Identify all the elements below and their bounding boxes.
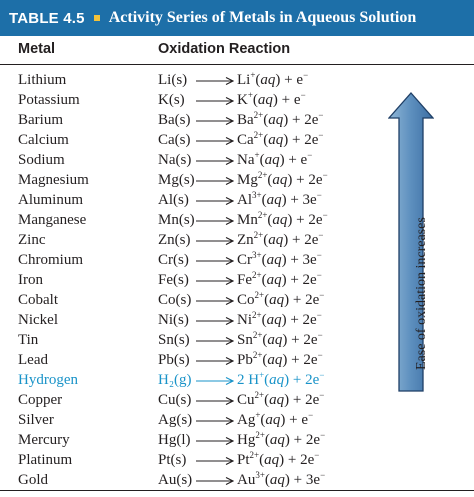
aqueous-state: aq [269, 432, 285, 448]
table-row [0, 350, 380, 370]
reactant: Au(s) [158, 472, 193, 488]
table-row [0, 470, 380, 490]
metal-name: Hydrogen [18, 372, 78, 388]
aqueous-state: aq [265, 412, 281, 428]
electrons: e [301, 412, 309, 428]
aqueous-state: aq [266, 192, 282, 208]
electrons: 2e [303, 352, 318, 368]
table-row [0, 130, 380, 150]
reaction-arrow-icon [196, 296, 234, 306]
electron-charge: − [319, 370, 325, 380]
aqueous-state: aq [272, 212, 288, 228]
reaction-arrow-icon [196, 176, 234, 186]
electrons: 2e [305, 292, 320, 308]
reactant: Cu(s) [158, 392, 192, 408]
aqueous-state: aq [268, 132, 284, 148]
metal-name: Cobalt [18, 292, 58, 308]
electrons: 3e [305, 472, 321, 488]
reaction-arrow-icon [196, 336, 234, 346]
ion-symbol: Li [237, 72, 251, 88]
reactant: Mn(s) [158, 212, 195, 228]
ion-charge: 2+ [254, 390, 265, 400]
electrons: 2e [304, 232, 319, 248]
reaction-arrow-icon [196, 356, 234, 366]
ion-symbol: Au [237, 472, 256, 488]
ion-charge: 3+ [255, 470, 265, 480]
metal-name: Barium [18, 112, 63, 128]
aqueous-state: aq [266, 312, 282, 328]
aqueous-state: aq [269, 392, 285, 408]
ion-charge: + [255, 410, 261, 420]
metal-name: Iron [18, 272, 43, 288]
table-row [0, 150, 380, 170]
aqueous-state: aq [267, 332, 283, 348]
electron-charge: − [320, 430, 326, 440]
reaction-arrow-icon [196, 116, 234, 126]
reactant: Mg(s) [158, 172, 195, 188]
reaction-arrow-icon [196, 316, 234, 326]
table-title: Activity Series of Metals in Aqueous Solution [108, 9, 417, 26]
electron-charge: − [319, 390, 325, 400]
reactant: K(s) [158, 92, 185, 108]
ion-coefficient: 2 [237, 372, 249, 388]
ion-symbol: Ni [237, 312, 252, 328]
electron-charge: − [318, 130, 324, 140]
table-bottom-rule [0, 490, 474, 491]
table-row [0, 210, 380, 230]
reactant: Co(s) [158, 292, 192, 308]
oxidation-reaction: Na(s) Na+(aq) + e− [158, 150, 313, 168]
reaction-arrow-icon [196, 276, 234, 286]
table-row [0, 330, 380, 350]
reaction-arrow-icon [196, 456, 234, 466]
electron-charge: − [318, 230, 324, 240]
aqueous-state: aq [266, 272, 282, 288]
table-row [0, 290, 380, 310]
oxidation-reaction: K(s) K+(aq) + e− [158, 90, 306, 108]
electron-charge: − [322, 210, 328, 220]
ion-symbol: Cr [237, 252, 252, 268]
electrons: 2e [308, 172, 323, 188]
reaction-arrow-icon [196, 216, 234, 226]
electrons: 2e [305, 432, 321, 448]
reaction-arrow-icon [196, 476, 234, 486]
oxidation-reaction: Cr(s) $Cr^{3+}(aq) + 3e^-$ [158, 250, 322, 268]
ion-charge: 3+ [252, 250, 262, 260]
electrons: e [293, 92, 301, 108]
ion-symbol: Ag [237, 412, 256, 428]
metal-name: Lead [18, 352, 48, 368]
reactant: Fe(s) [158, 272, 189, 288]
reaction-arrow-icon [196, 76, 234, 86]
oxidation-reaction: Fe(s) $Fe^{2+}(aq) + 2e^-$ [158, 270, 322, 288]
reactant: Al(s) [158, 192, 189, 208]
ion-charge: + [250, 70, 256, 80]
electron-charge: − [319, 290, 325, 300]
electrons: 2e [305, 372, 320, 388]
reactant: Sn(s) [158, 332, 190, 348]
oxidation-reaction: Ni(s) $Ni^{2+}(aq) + 2e^-$ [158, 310, 322, 328]
oxidation-reaction: Mn(s) $Mn^{2+}(aq) + 2e^-$ [158, 210, 328, 228]
metal-name: Zinc [18, 232, 46, 248]
oxidation-reaction: Pb(s) $Pb^{2+}(aq) + 2e^-$ [158, 350, 323, 368]
reactant: Li(s) [158, 72, 188, 88]
ion-charge: 2+ [249, 450, 260, 460]
table-row [0, 190, 380, 210]
ion-symbol: Co [237, 292, 255, 308]
reaction-arrow-icon [196, 156, 234, 166]
ion-charge: 2+ [252, 350, 263, 360]
table-row [0, 370, 380, 390]
oxidation-reaction: Cu(s) $Cu^{2+}(aq) + 2e^-$ [158, 390, 325, 408]
electron-charge: − [322, 170, 328, 180]
metal-name: Silver [18, 412, 54, 428]
aqueous-state: aq [268, 112, 284, 128]
aqueous-state: aq [268, 232, 284, 248]
metal-name: Sodium [18, 152, 65, 168]
table-row [0, 390, 380, 410]
electrons: 2e [302, 272, 317, 288]
oxidation-reaction: Hg(l) $Hg^{2+}(aq) + 2e^-$ [158, 430, 326, 448]
electron-charge: − [316, 190, 322, 200]
reaction-arrow-icon [196, 416, 234, 426]
reactant: Cr(s) [158, 252, 189, 268]
metal-name: Tin [18, 332, 39, 348]
table-row [0, 170, 380, 190]
aqueous-state: aq [267, 352, 283, 368]
table-row [0, 410, 380, 430]
metal-name: Aluminum [18, 192, 84, 208]
electron-charge: − [316, 310, 322, 320]
electrons: 3e [302, 252, 317, 268]
table-row [0, 90, 380, 110]
ion-symbol: Al [237, 192, 252, 208]
electrons: 2e [303, 332, 318, 348]
aqueous-state: aq [260, 72, 276, 88]
ion-charge: 2+ [255, 430, 265, 440]
aqueous-state: aq [264, 452, 280, 468]
electrons: 2e [304, 132, 319, 148]
table-body [0, 70, 380, 490]
electron-charge: − [320, 470, 326, 480]
electron-charge: − [316, 250, 322, 260]
table-row [0, 230, 380, 250]
oxidation-reaction: Co(s) $Co^{2+}(aq) + 2e^-$ [158, 290, 325, 308]
ion-charge: 2+ [257, 170, 268, 180]
reactant: Ag(s) [158, 412, 193, 428]
reaction-arrow-icon [196, 436, 234, 446]
reaction-arrow-icon [196, 376, 234, 386]
electrons: 2e [302, 312, 317, 328]
electron-charge: − [307, 150, 313, 160]
ion-symbol: K [237, 92, 248, 108]
reactant: Na(s) [158, 152, 192, 168]
oxidation-reaction: Ba(s) $Ba^{2+}(aq) + 2e^-$ [158, 110, 324, 128]
ion-symbol: Mn [237, 212, 258, 228]
electrons: e [296, 72, 304, 88]
oxidation-reaction: Au(s) $Au^{3+}(aq) + 3e^-$ [158, 470, 326, 488]
aqueous-state: aq [264, 152, 280, 168]
ion-charge: + [259, 370, 265, 380]
electron-charge: − [308, 410, 314, 420]
electrons: e [300, 152, 308, 168]
reaction-arrow-icon [196, 96, 234, 106]
reactant: Ni(s) [158, 312, 189, 328]
electron-charge: − [317, 330, 323, 340]
aqueous-state: aq [272, 172, 288, 188]
electron-charge: − [318, 110, 324, 120]
reaction-arrow-icon [196, 196, 234, 206]
electron-charge: − [300, 90, 306, 100]
ion-charge: + [254, 150, 260, 160]
ion-charge: 2+ [253, 110, 264, 120]
aqueous-state: aq [266, 252, 282, 268]
oxidation-reaction: Sn(s) $Sn^{2+}(aq) + 2e^-$ [158, 330, 323, 348]
oxidation-reaction: Al(s) $Al^{3+}(aq) + 3e^-$ [158, 190, 322, 208]
ion-charge: + [247, 90, 253, 100]
aqueous-state: aq [269, 472, 285, 488]
aqueous-state: aq [269, 372, 285, 388]
ion-charge: 2+ [254, 290, 265, 300]
column-header-row [0, 36, 474, 65]
reaction-arrow-icon [196, 236, 234, 246]
ion-symbol: Fe [237, 272, 252, 288]
table-row [0, 70, 380, 90]
ion-symbol: H [248, 372, 260, 388]
metal-name: Nickel [18, 312, 58, 328]
ion-charge: 2+ [257, 210, 268, 220]
table-row [0, 450, 380, 470]
reactant: Pt(s) [158, 452, 187, 468]
table-number: TABLE 4.5 [9, 9, 85, 27]
electron-charge: − [317, 350, 323, 360]
ion-symbol: Mg [237, 172, 258, 188]
metal-name: Platinum [18, 452, 73, 468]
oxidation-reaction: Zn(s) $Zn^{2+}(aq) + 2e^-$ [158, 230, 324, 248]
table-row [0, 430, 380, 450]
table-title-bar [0, 0, 474, 36]
ion-charge: 2+ [253, 230, 264, 240]
electron-charge: − [303, 70, 309, 80]
ion-symbol: Pb [237, 352, 253, 368]
reaction-arrow-icon [196, 136, 234, 146]
table-row [0, 250, 380, 270]
ion-symbol: Na [237, 152, 255, 168]
aqueous-state: aq [269, 292, 285, 308]
oxidation-reaction: Mg(s) $Mg^{2+}(aq) + 2e^-$ [158, 170, 328, 188]
ion-symbol: Sn [237, 332, 253, 348]
ion-symbol: Zn [237, 232, 254, 248]
ion-charge: 2+ [252, 330, 263, 340]
metal-name: Manganese [18, 212, 87, 228]
reactant: Pb(s) [158, 352, 190, 368]
ion-symbol: Ca [237, 132, 254, 148]
oxidation-reaction: Li(s) Li+(aq) + e− [158, 70, 309, 88]
metal-name: Lithium [18, 72, 67, 88]
reactant: Zn(s) [158, 232, 191, 248]
electrons: 3e [302, 192, 317, 208]
ion-charge: 2+ [252, 270, 262, 280]
aqueous-state: aq [257, 92, 273, 108]
ion-symbol: Ba [237, 112, 254, 128]
metal-name: Copper [18, 392, 63, 408]
metal-name: Gold [18, 472, 48, 488]
ion-symbol: Hg [237, 432, 256, 448]
electrons: 2e [304, 112, 319, 128]
metal-name: Magnesium [18, 172, 89, 188]
ion-charge: 2+ [252, 310, 262, 320]
reactant: Ba(s) [158, 112, 191, 128]
ion-symbol: Cu [237, 392, 255, 408]
electrons: 2e [308, 212, 323, 228]
electrons: 2e [300, 452, 315, 468]
metal-name: Potassium [18, 92, 80, 108]
oxidation-reaction: H₂(g) 2 H+(aq) + 2e− [158, 370, 325, 388]
reactant: H₂(g) [158, 372, 192, 388]
electrons: 2e [305, 392, 320, 408]
title-square-icon [94, 15, 100, 21]
oxidation-reaction: Pt(s) $Pt^{2+}(aq) + 2e^-$ [158, 450, 320, 468]
ease-of-oxidation-label: Ease of oxidation increases [414, 217, 429, 370]
oxidation-reaction: Ag(s) Ag+(aq) + e− [158, 410, 314, 428]
metal-name: Mercury [18, 432, 70, 448]
electron-charge: − [316, 270, 322, 280]
table-row [0, 310, 380, 330]
column-header-metal: Metal [18, 41, 56, 57]
table-row [0, 270, 380, 290]
ion-symbol: Pt [237, 452, 250, 468]
metal-name: Chromium [18, 252, 84, 268]
reactant: Ca(s) [158, 132, 191, 148]
table-row [0, 110, 380, 130]
electron-charge: − [314, 450, 320, 460]
ion-charge: 2+ [253, 130, 264, 140]
reactant: Hg(l) [158, 432, 191, 448]
ion-charge: 3+ [252, 190, 262, 200]
metal-name: Calcium [18, 132, 69, 148]
reaction-arrow-icon [196, 396, 234, 406]
reaction-arrow-icon [196, 256, 234, 266]
oxidation-reaction: Ca(s) $Ca^{2+}(aq) + 2e^-$ [158, 130, 324, 148]
column-header-reaction: Oxidation Reaction [158, 41, 291, 57]
